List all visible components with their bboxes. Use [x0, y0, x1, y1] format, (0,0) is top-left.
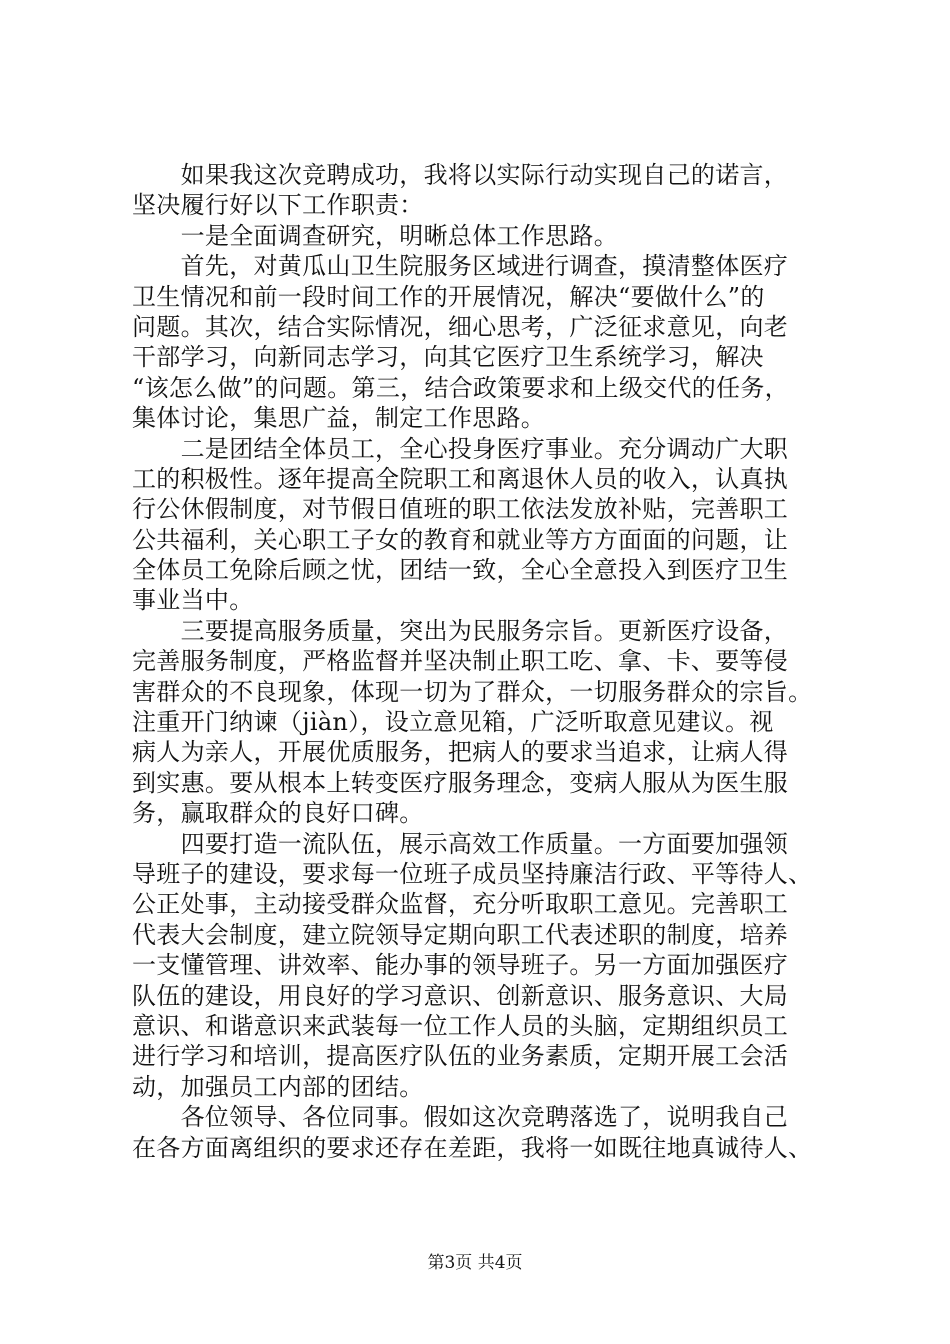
text-line: 各位领导、各位同事。假如这次竞聘落选了，说明我自己	[132, 1103, 789, 1132]
text-line: 如果我这次竞聘成功，我将以实际行动实现自己的诺言，	[132, 161, 789, 189]
text-line: 注重开门纳谏（jiàn），设立意见箱，广泛听取意见建议。视	[132, 708, 774, 737]
text-line: 进行学习和培训，提高医疗队伍的业务素质，定期开展工会活	[132, 1042, 789, 1071]
text-line: 一支懂管理、讲效率、能办事的领导班子。另一方面加强医疗	[132, 951, 789, 980]
text-line: 害群众的不良现象，体现一切为了群众，一切服务群众的宗旨。	[132, 677, 813, 706]
text-line: 问题。其次，结合实际情况，细心思考，广泛征求意见，向老	[132, 312, 789, 341]
text-line: 导班子的建设，要求每一位班子成员坚持廉洁行政、平等待人、	[132, 859, 813, 888]
text-line: 首先，对黄瓜山卫生院服务区域进行调查，摸清整体医疗	[132, 252, 789, 281]
text-line: 公共福利，关心职工子女的教育和就业等方方面面的问题，让	[132, 525, 789, 554]
text-line: 完善服务制度，严格监督并坚决制止职工吃、拿、卡、要等侵	[132, 647, 789, 676]
text-line: 四要打造一流队伍，展示高效工作质量。一方面要加强领	[132, 829, 789, 858]
text-line: 坚决履行好以下工作职责：	[132, 191, 424, 220]
text-line: 全体员工免除后顾之忧，团结一致，全心全意投入到医疗卫生	[132, 556, 789, 585]
text-line: 到实惠。要从根本上转变医疗服务理念，变病人服从为医生服	[132, 768, 789, 797]
text-line: 队伍的建设，用良好的学习意识、创新意识、服务意识、大局	[132, 981, 789, 1010]
text-line: 动，加强员工内部的团结。	[132, 1072, 424, 1101]
text-line: 公正处事，主动接受群众监督，充分听取职工意见。完善职工	[132, 890, 789, 919]
page-footer: 第3页 共4页	[427, 1253, 523, 1273]
text-line: 干部学习，向新同志学习，向其它医疗卫生系统学习，解决	[132, 343, 764, 372]
text-line: 事业当中。	[132, 586, 254, 615]
text-line: 代表大会制度，建立院领导定期向职工代表述职的制度，培养	[132, 920, 789, 949]
text-line: 一是全面调查研究，明晰总体工作思路。	[132, 221, 618, 250]
text-line: 意识、和谐意识来武装每一位工作人员的头脑，定期组织员工	[132, 1011, 789, 1040]
text-line: 病人为亲人，开展优质服务，把病人的要求当追求，让病人得	[132, 738, 789, 767]
text-line: “该怎么做”的问题。第三，结合政策要求和上级交代的任务，	[132, 373, 789, 402]
text-line: 三要提高服务质量，突出为民服务宗旨。更新医疗设备，	[132, 616, 789, 645]
text-line: 在各方面离组织的要求还存在差距，我将一如既往地真诚待人、	[132, 1133, 813, 1162]
text-line: 集体讨论，集思广益，制定工作思路。	[132, 404, 546, 433]
body-text	[132, 160, 832, 1163]
text-line: 工的积极性。逐年提高全院职工和离退休人员的收入，认真执	[132, 464, 789, 493]
text-line: 行公休假制度，对节假日值班的职工依法发放补贴，完善职工	[132, 495, 789, 524]
text-line: 务，赢取群众的良好口碑。	[132, 799, 424, 828]
text-line: 卫生情况和前一段时间工作的开展情况，解决“要做什么”的	[132, 282, 765, 311]
text-line: 二是团结全体员工，全心投身医疗事业。充分调动广大职	[132, 434, 789, 463]
